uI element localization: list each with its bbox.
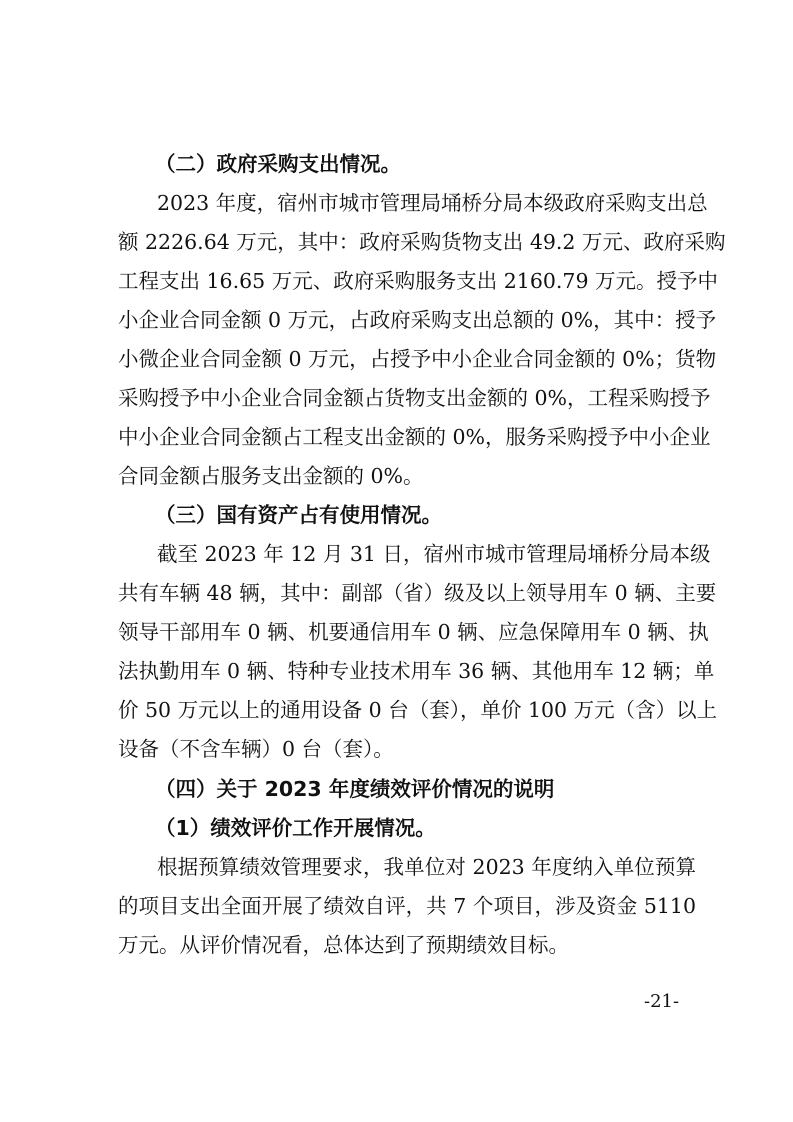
subsection-heading-performance-evaluation: （1）绩效评价工作开展情况。 [155,816,436,840]
paragraph-line: 额 2226.64 万元，其中：政府采购货物支出 49.2 万元、政府采购 [118,230,726,254]
paragraph-line: 工程支出 16.65 万元、政府采购服务支出 2160.79 万元。授予中 [118,269,719,293]
paragraph-line: 共有车辆 48 辆，其中：副部（省）级及以上领导用车 0 辆、主要 [118,581,717,605]
paragraph-line: 法执勤用车 0 辆、特种专业技术用车 36 辆、其他用车 12 辆；单 [118,659,715,683]
paragraph-line: 中小企业合同金额占工程支出金额的 0%，服务采购授予中小企业 [118,425,711,449]
paragraph-line: 万元。从评价情况看，总体达到了预期绩效目标。 [118,933,569,957]
paragraph-line: 小微企业合同金额 0 万元，占授予中小企业合同金额的 0%；货物 [118,347,717,371]
paragraph-line: 采购授予中小企业合同金额占货物支出金额的 0%，工程采购授予 [118,386,711,410]
page-number: -21- [644,991,680,1012]
section-heading-assets: （三）国有资产占有使用情况。 [155,503,442,527]
section-heading-performance: （四）关于 2023 年度绩效评价情况的说明 [155,777,555,801]
paragraph-line: 价 50 万元以上的通用设备 0 台（套），单价 100 万元（含）以上 [118,698,718,722]
section-heading-procurement: （二）政府采购支出情况。 [155,152,401,176]
paragraph-line: 领导干部用车 0 辆、机要通信用车 0 辆、应急保障用车 0 辆、执 [118,620,709,644]
paragraph-line: 设备（不含车辆）0 台（套）。 [118,737,394,761]
paragraph-line: 合同金额占服务支出金额的 0%。 [118,464,424,488]
paragraph-line: 截至 2023 年 12 月 31 日，宿州市城市管理局埇桥分局本级 [157,542,711,566]
paragraph-line: 小企业合同金额 0 万元，占政府采购支出总额的 0%，其中：授予 [118,308,717,332]
paragraph-line: 2023 年度，宿州市城市管理局埇桥分局本级政府采购支出总 [157,191,708,215]
paragraph-line: 根据预算绩效管理要求，我单位对 2023 年度纳入单位预算 [157,855,696,879]
paragraph-line: 的项目支出全面开展了绩效自评，共 7 个项目，涉及资金 5110 [118,894,696,918]
